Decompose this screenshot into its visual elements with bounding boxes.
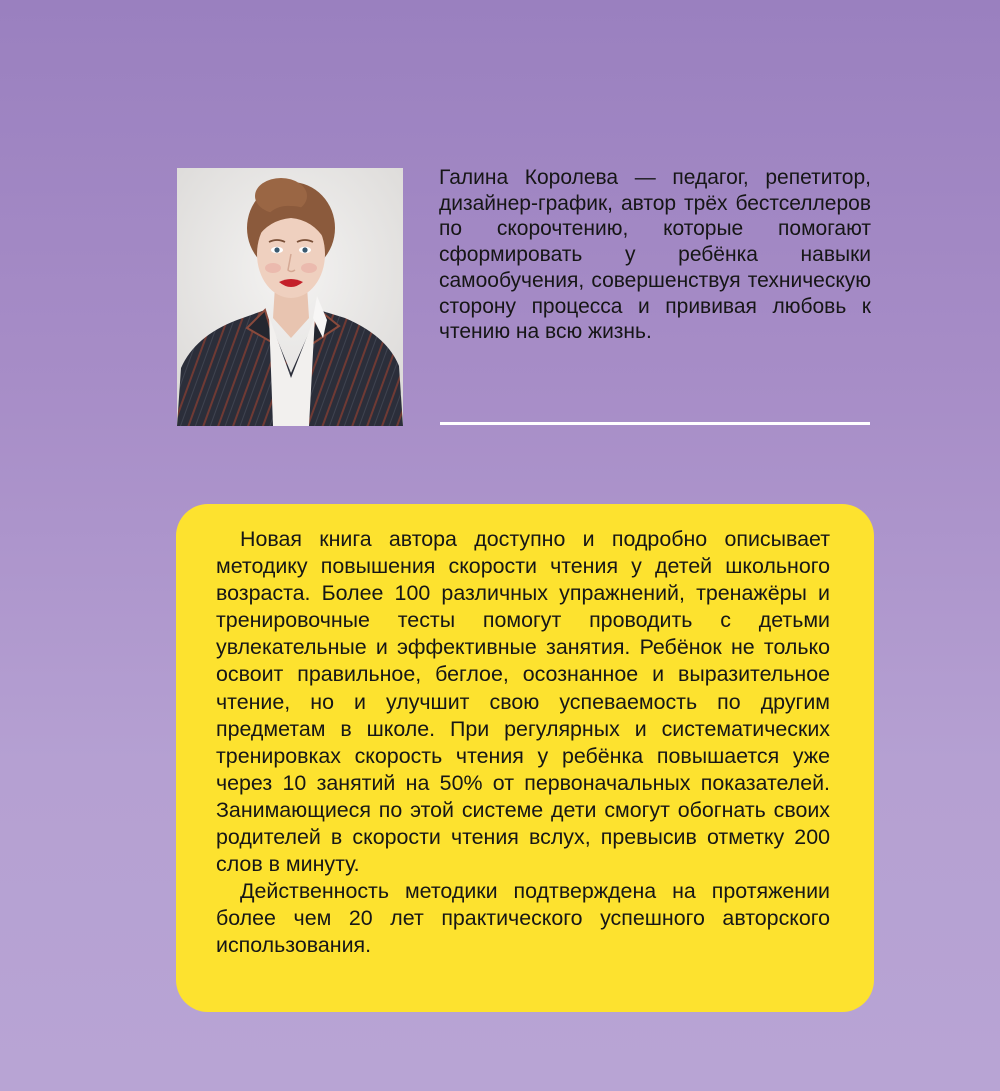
author-bio-text: Галина Королева — педагог, репетитор, дизайнер-график, автор трёх бестселлеров по скорочтению, которые помогают сформировать у ребёнка навыки самообучения, совершенствуя техническую сторону процесса и прививая любовь к чтению на всю жизнь. [439,166,871,344]
author-photo [177,168,403,426]
author-bio [439,165,871,345]
divider-line [440,422,870,425]
author-portrait-icon [177,168,403,426]
book-description-box [176,504,874,1012]
description-paragraph-2: Действенность методики подтверждена на протяжении более чем 20 лет практического успешного авторского использования. [216,879,830,958]
description-paragraph-1: Новая книга автора доступно и подробно описывает методику повышения скорости чтения у детей школьного возраста. Более 100 различных упражнений, тренажёры и тренировочные тесты помогут проводить с детьми увлекательные и эффективные занятия. Ребёнок не только освоит правильное, беглое, осознанное и выразительное чтение, но и улучшит свою успеваемость по другим предметам в школе. При регулярных и систематических тренировках скорость чтения у ребёнка повышается уже через 10 занятий на 50% от первоначальных показателей. Занимающиеся по этой системе дети смогут обогнать своих родителей в скорости чтения вслух, превысив отметку 200 слов в минуту. [216,527,830,877]
